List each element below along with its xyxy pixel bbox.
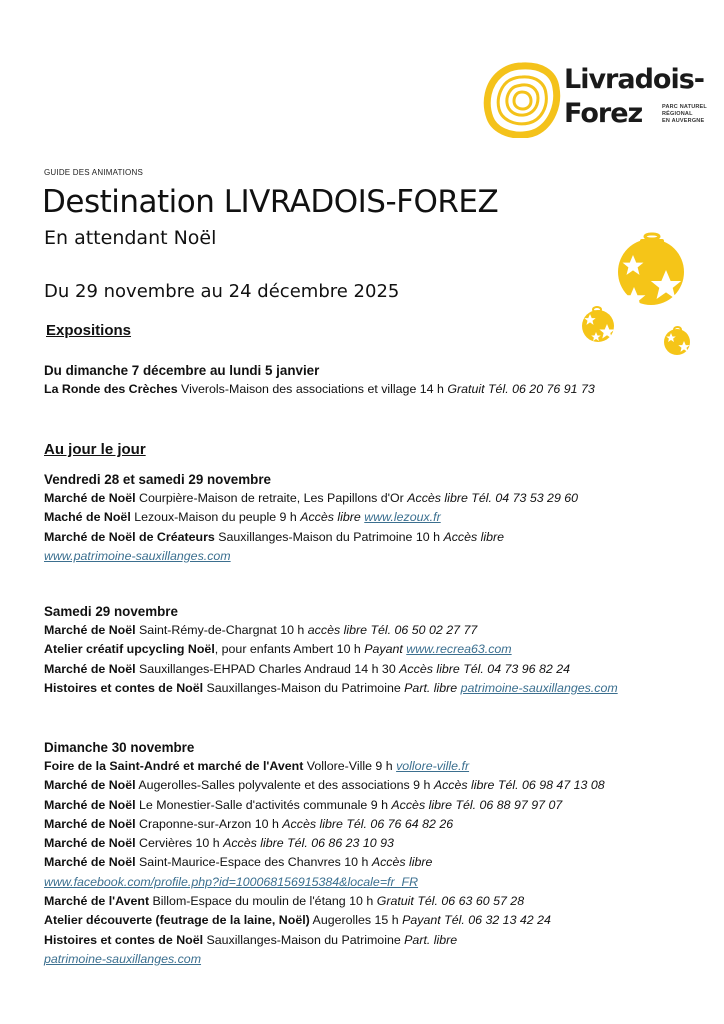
day-group — [44, 471, 578, 566]
page-subtitle: En attendant Noël — [44, 227, 217, 249]
event-info: Accès libre Tél. 06 88 97 97 07 — [391, 797, 563, 812]
event-line — [44, 679, 618, 698]
event-line — [44, 950, 605, 969]
event-details: Le Monestier-Salle d'activités communale 9 h — [135, 797, 392, 812]
event-name: Histoires et contes de Noël — [44, 932, 204, 947]
event-info: accès libre Tél. 06 50 02 27 77 — [307, 623, 478, 637]
event-info: Payant Tél. 06 32 13 42 24 — [402, 913, 551, 928]
day-heading: Dimanche 30 novembre — [44, 740, 195, 755]
event-line — [44, 815, 605, 834]
event-name: Foire de la Saint-André et marché de l'Avent — [44, 759, 304, 773]
logo-tagline-1: PARC NATUREL — [662, 104, 707, 110]
event-line — [44, 796, 605, 815]
event-line — [44, 911, 605, 930]
event-info: Gratuit Tél. 06 63 60 57 28 — [376, 894, 525, 909]
event-name: Marché de Noël — [44, 661, 136, 676]
event-website-link[interactable]: www.facebook.com/profile.php?id=100068156915384&locale=fr_FR — [44, 874, 419, 889]
expositions-group — [44, 362, 595, 399]
event-details: Viverols-Maison des associations et village 14 h — [177, 382, 448, 396]
event-line — [44, 834, 605, 853]
event-line — [44, 528, 578, 547]
event-details: Augerolles 15 h — [309, 913, 403, 928]
event-line — [44, 873, 605, 892]
event-info: Accès libre — [300, 510, 365, 525]
event-website-link[interactable]: www.lezoux.fr — [364, 510, 441, 525]
event-name: Histoires et contes de Noël — [44, 680, 204, 695]
event-details: Saint-Maurice-Espace des Chanvres 10 h — [135, 855, 372, 870]
event-info: Accès libre Tél. 06 98 47 13 08 — [433, 778, 605, 793]
event-details: Sauxillanges-Maison du Patrimoine — [203, 932, 405, 947]
event-line — [44, 776, 605, 795]
day-group — [44, 739, 605, 969]
event-details: Billom-Espace du moulin de l'étang 10 h — [149, 894, 377, 909]
event-line — [44, 892, 605, 911]
guide-kicker: GUIDE DES ANIMATIONS — [44, 168, 143, 177]
event-info: Accès libre — [443, 529, 505, 544]
event-info: Part. libre — [404, 680, 461, 695]
event-line — [44, 660, 618, 679]
event-line — [44, 931, 605, 950]
event-name: Marché de l'Avent — [44, 894, 150, 909]
day-heading: Vendredi 28 et samedi 29 novembre — [44, 472, 271, 487]
event-name: Marché de Noël — [44, 797, 136, 812]
page-title: Destination LIVRADOIS-FOREZ — [42, 184, 499, 220]
event-details: Vollore-Ville 9 h — [303, 759, 397, 773]
event-website-link[interactable]: patrimoine-sauxillanges.com — [44, 951, 202, 966]
event-line — [44, 621, 618, 640]
event-info: Part. libre — [404, 932, 458, 947]
event-info: Accès libre Tél. 04 73 96 82 24 — [399, 661, 570, 676]
event-details: Sauxillanges-EHPAD Charles Andraud 14 h 30 — [135, 661, 400, 676]
event-info: Accès libre Tél. 04 73 53 29 60 — [407, 491, 579, 505]
event-details: Sauxillanges-Maison du Patrimoine 10 h — [214, 529, 444, 544]
event-info: Accès libre Tél. 06 76 64 82 26 — [282, 816, 454, 831]
logo-tagline-3: EN AUVERGNE — [662, 118, 705, 124]
event-line — [44, 489, 578, 508]
logo-line1: Livradois- — [564, 64, 705, 95]
day-heading: Du dimanche 7 décembre au lundi 5 janvier — [44, 363, 320, 378]
event-details: Courpière-Maison de retraite, Les Papillons d'Or — [135, 491, 408, 505]
event-info: Accès libre Tél. 06 86 23 10 93 — [223, 836, 394, 851]
event-details: , pour enfants Ambert 10 h — [214, 642, 365, 657]
event-name: La Ronde des Crèches — [44, 382, 178, 396]
event-name: Marché de Noël de Créateurs — [44, 529, 215, 544]
logo-line2: Forez — [564, 98, 643, 129]
date-range: Du 29 novembre au 24 décembre 2025 — [44, 281, 400, 302]
park-logo — [478, 60, 724, 144]
event-name: Marché de Noël — [44, 491, 136, 505]
event-details: Cervières 10 h — [135, 836, 224, 851]
section-heading-expositions: Expositions — [46, 322, 132, 339]
event-details: Lezoux-Maison du peuple 9 h — [130, 510, 301, 525]
event-name: Marché de Noël — [44, 623, 136, 637]
event-info: Accès libre — [371, 855, 433, 870]
event-name: Marché de Noël — [44, 855, 136, 870]
event-details: Craponne-sur-Arzon 10 h — [135, 816, 283, 831]
event-name: Atelier découverte (feutrage de la laine, Noël) — [44, 913, 310, 928]
tree-rings-logo-icon — [482, 62, 562, 138]
day-group — [44, 603, 618, 698]
section-heading-au-jour-le-jour: Au jour le jour — [44, 441, 146, 458]
event-line — [44, 640, 618, 659]
event-details: Augerolles-Salles polyvalente et des associations 9 h — [135, 778, 434, 793]
event-website-link[interactable]: www.patrimoine-sauxillanges.com — [44, 548, 231, 563]
event-line — [44, 380, 595, 399]
event-website-link[interactable]: www.recrea63.com — [406, 642, 512, 657]
event-details: Saint-Rémy-de-Chargnat 10 h — [135, 623, 308, 637]
event-line — [44, 757, 605, 776]
christmas-baubles-icon — [574, 224, 724, 360]
event-website-link[interactable]: vollore-ville.fr — [396, 759, 470, 773]
event-info: Gratuit Tél. 06 20 76 91 73 — [447, 382, 595, 396]
event-name: Marché de Noël — [44, 816, 136, 831]
event-line — [44, 508, 578, 527]
logo-tagline — [662, 104, 707, 125]
event-name: Maché de Noël — [44, 510, 131, 525]
event-line — [44, 547, 578, 566]
event-website-link[interactable]: patrimoine-sauxillanges.com — [460, 680, 618, 695]
event-name: Atelier créatif upcycling Noël — [44, 642, 215, 657]
event-line — [44, 853, 605, 872]
event-name: Marché de Noël — [44, 836, 136, 851]
logo-tagline-2: RÉGIONAL — [662, 111, 693, 117]
event-name: Marché de Noël — [44, 778, 136, 793]
day-heading: Samedi 29 novembre — [44, 604, 178, 619]
event-details: Sauxillanges-Maison du Patrimoine — [203, 680, 405, 695]
event-info: Payant — [364, 642, 407, 657]
